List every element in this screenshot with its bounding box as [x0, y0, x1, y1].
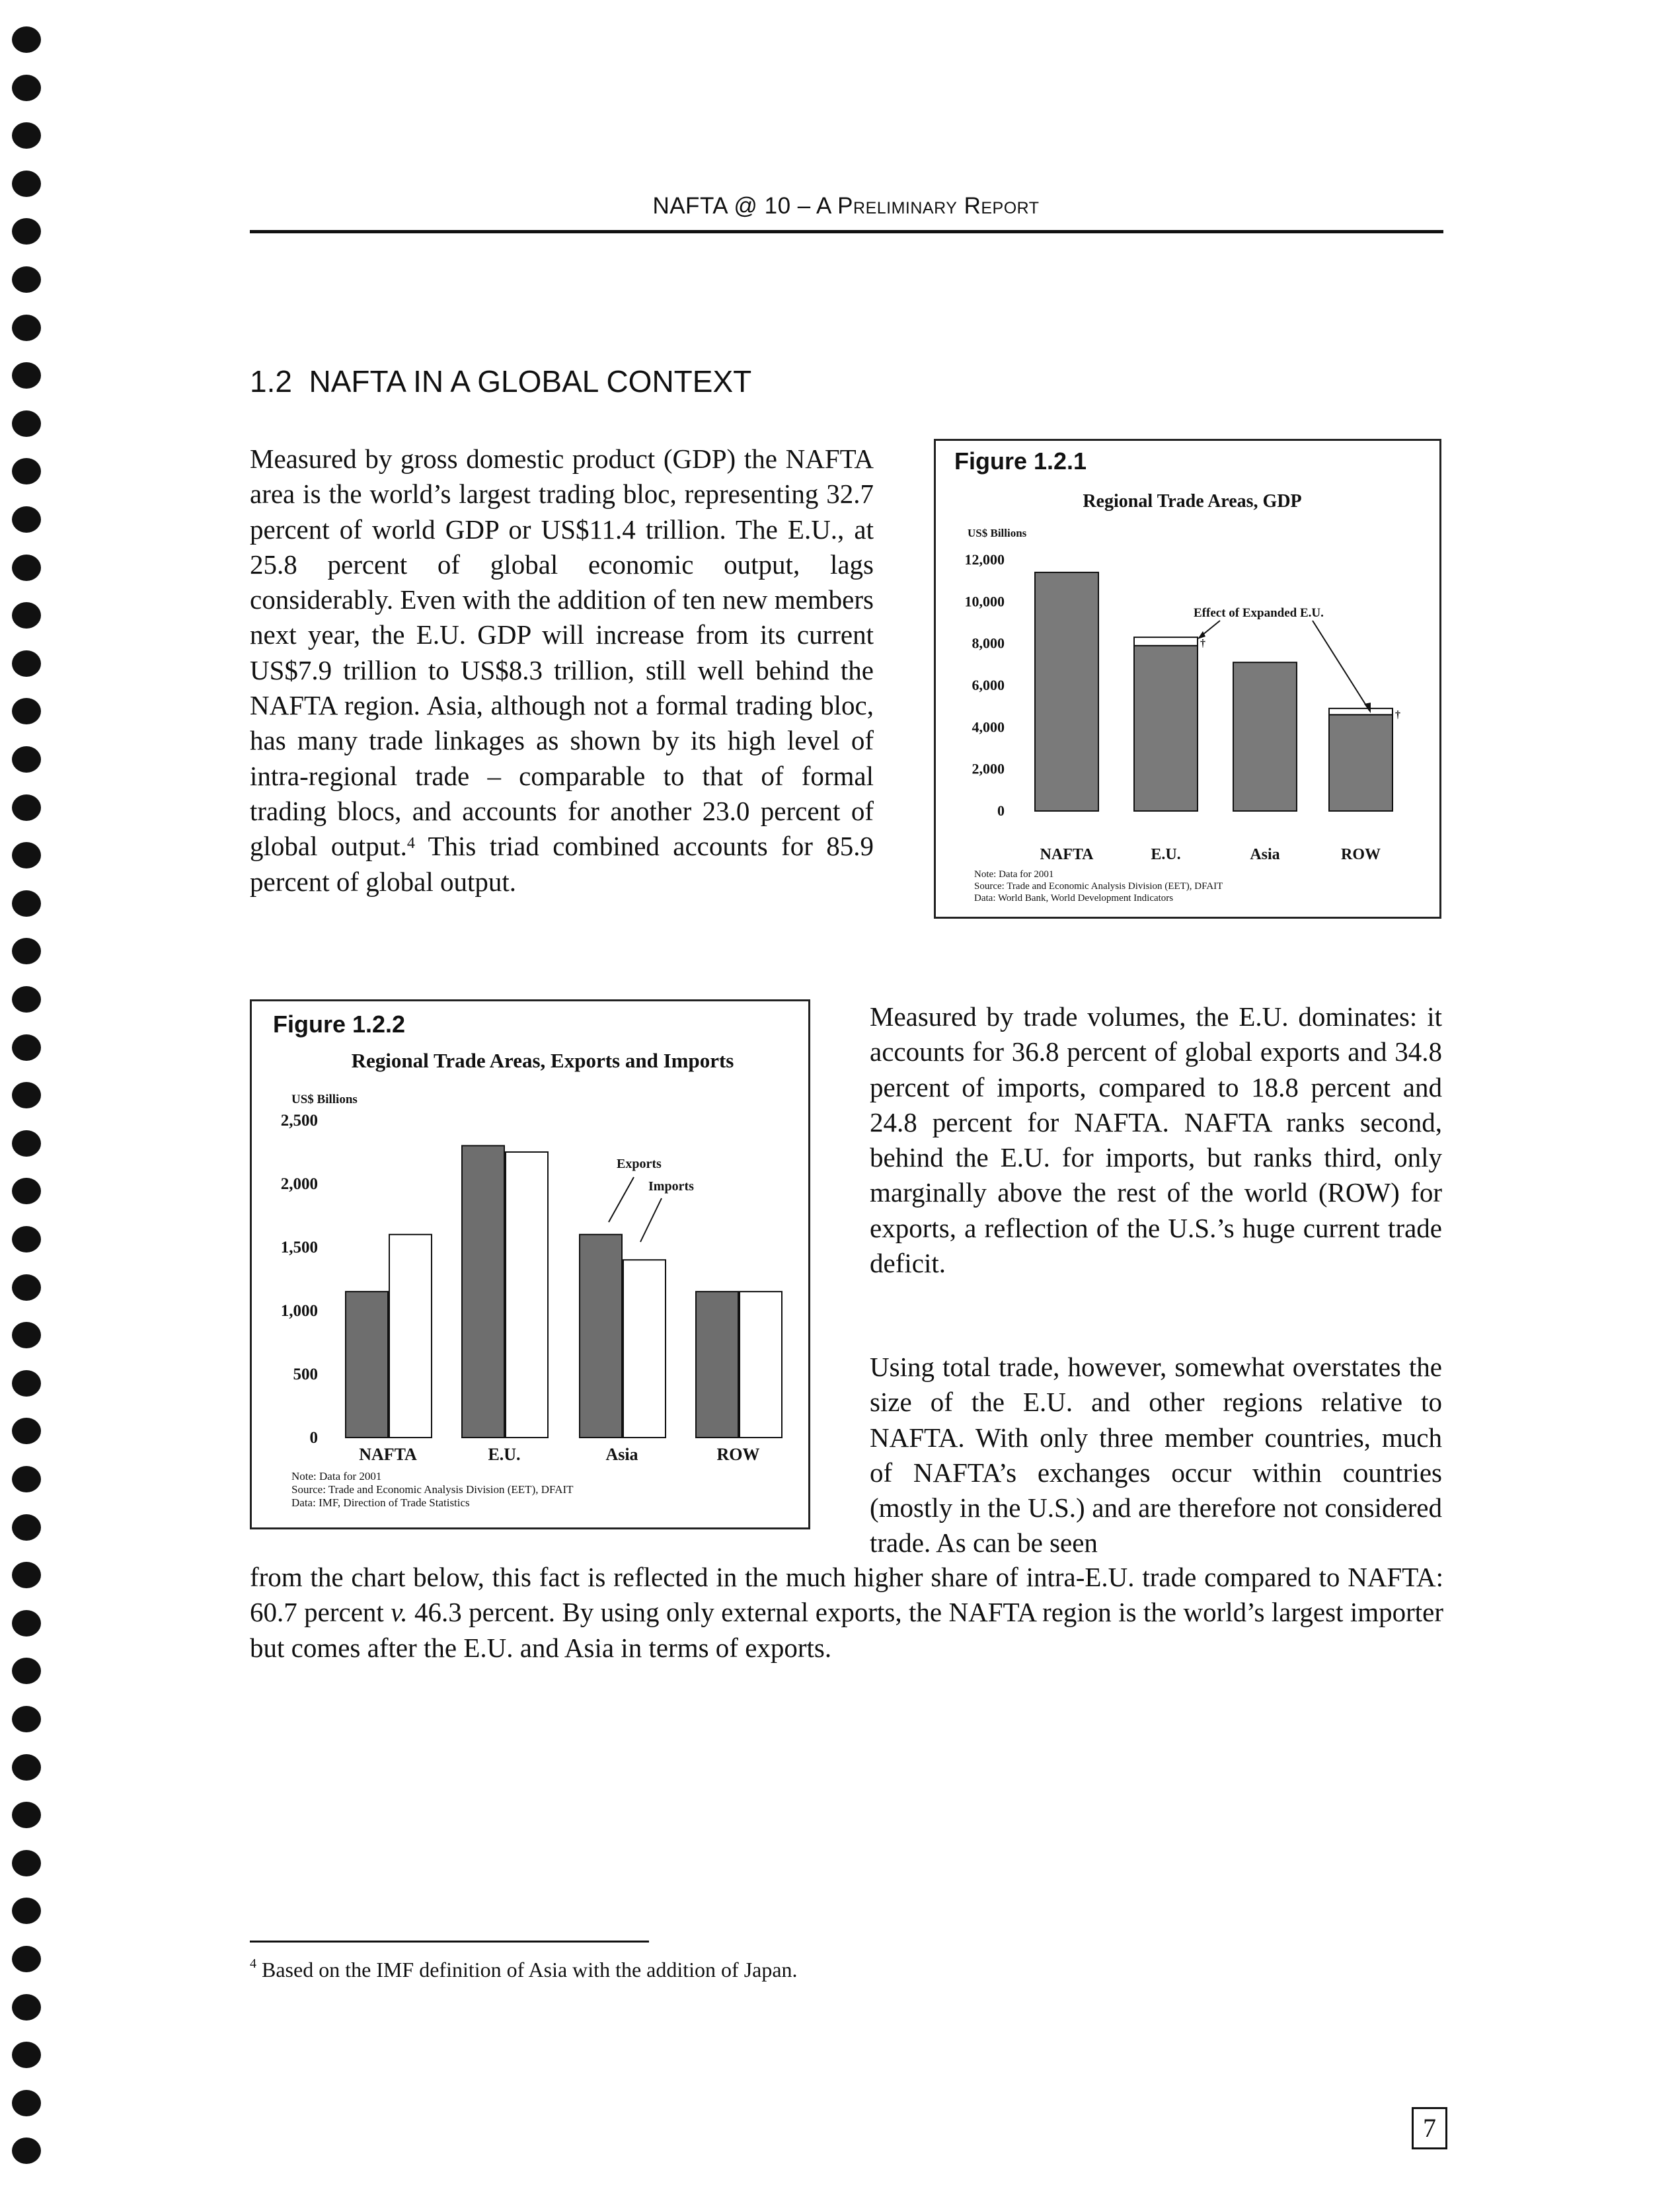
binding-hole: [12, 75, 41, 101]
footnote: [250, 1958, 798, 1982]
figure-label: Figure 1.2.2: [273, 1011, 406, 1038]
paragraph-total-trade: Using total trade, however, somewhat overstates the size of the E.U. and other regions relative to NAFTA. With only three member countries, much of NAFTA’s exchanges occur within countries (mostly in the U.S.) and are therefore not considered trade. As can be seen: [870, 1352, 1442, 1559]
y-tick-label: 0: [997, 802, 1005, 819]
chart-notes: [974, 869, 1223, 904]
binding-hole: [12, 1562, 41, 1588]
binding-hole: [12, 1226, 41, 1252]
binding-hole: [12, 26, 41, 53]
binding-hole: [12, 650, 41, 677]
binding-holes: [12, 26, 42, 2181]
annotation-arrow-row: [1313, 621, 1369, 711]
imports-bar: [506, 1152, 548, 1438]
gdp-bar: [1035, 572, 1098, 811]
x-tick-label: ROW: [716, 1445, 760, 1464]
imports-bar: [389, 1235, 432, 1438]
binding-hole: [12, 218, 41, 245]
binding-hole: [12, 602, 41, 629]
binding-hole: [12, 746, 41, 773]
figure-1-2-1: [934, 439, 1441, 919]
annotation-expanded-eu: Effect of Expanded E.U.: [1194, 606, 1324, 620]
binding-hole: [12, 842, 41, 868]
y-tick-label: 12,000: [964, 551, 1005, 568]
binding-hole: [12, 1754, 41, 1781]
binding-hole: [12, 1082, 41, 1108]
paragraph-trade-volumes: Measured by trade volumes, the E.U. dominates: it accounts for 36.8 percent of global exports and 34.8 percent of imports, compared to 18.8 percent and 24.8 percent for NAFTA. NAFTA ranks second, behind the E.U. for imports, but ranks third, only marginally above the rest of the world (ROW) for exports, a reflection of the U.S.’s huge current trade deficit.: [870, 1001, 1442, 1279]
binding-hole: [12, 1418, 41, 1444]
gdp-bar: [1134, 646, 1198, 811]
imports-bar: [740, 1291, 782, 1438]
binding-hole: [12, 890, 41, 917]
paragraph-gdp-text-b: This triad combined accounts for 85.9 percent of global output.: [250, 831, 874, 897]
binding-hole: [12, 1898, 41, 1924]
binding-hole: [12, 1514, 41, 1541]
y-tick-label: 4,000: [972, 718, 1005, 736]
binding-hole: [12, 2137, 41, 2164]
figure-1-2-2: [250, 999, 810, 1529]
binding-hole: [12, 2042, 41, 2068]
y-tick-label: 2,500: [280, 1112, 318, 1130]
exports-bar: [462, 1145, 504, 1438]
binding-hole: [12, 1802, 41, 1828]
y-tick-label: 1,000: [280, 1302, 318, 1320]
binding-hole: [12, 1178, 41, 1204]
legend-pointer-imports: [640, 1198, 662, 1242]
legend-imports: Imports: [648, 1179, 694, 1194]
running-head-main: NAFTA @ 10 – A: [652, 193, 838, 219]
binding-hole: [12, 1994, 41, 2021]
y-axis-ticks: [965, 551, 1005, 819]
binding-hole: [12, 1658, 41, 1684]
binding-hole: [12, 458, 41, 484]
y-tick-label: 8,000: [972, 635, 1005, 652]
expanded-eu-bar: [1134, 637, 1198, 646]
footnote-marker: 4: [250, 1956, 256, 1971]
binding-hole: [12, 2090, 41, 2116]
binding-hole: [12, 362, 41, 389]
y-tick-label: 6,000: [972, 677, 1005, 693]
legend-exports: Exports: [617, 1157, 662, 1171]
binding-hole: [12, 315, 41, 341]
expanded-eu-bar: [1329, 709, 1393, 715]
exports-bar: [696, 1291, 738, 1438]
chart-note: Note: Data for 2001: [974, 869, 1054, 880]
binding-hole: [12, 1370, 41, 1397]
header-rule: [250, 230, 1443, 233]
x-axis-labels: [1040, 846, 1381, 863]
footnote-ref[interactable]: 4: [406, 835, 415, 853]
binding-hole: [12, 938, 41, 964]
binding-hole: [12, 122, 41, 149]
gdp-bar: [1233, 662, 1297, 811]
chart-note: Note: Data for 2001: [291, 1470, 382, 1483]
legend-pointer-exports: [609, 1177, 634, 1222]
binding-hole: [12, 1274, 41, 1301]
x-tick-label: NAFTA: [359, 1445, 417, 1464]
binding-hole: [12, 986, 41, 1013]
gdp-bar: [1329, 714, 1393, 811]
y-axis-ticks: [281, 1112, 318, 1447]
binding-hole: [12, 698, 41, 724]
paragraph-intra-trade: [250, 1560, 1443, 1666]
trade-chart: [252, 1001, 808, 1527]
gdp-chart: [936, 441, 1439, 917]
y-axis-label: US$ Billions: [291, 1093, 358, 1106]
y-tick-label: 2,000: [972, 760, 1005, 777]
versus-abbrev: v.: [391, 1597, 408, 1628]
binding-hole: [12, 1946, 41, 1972]
binding-hole: [12, 410, 41, 437]
chart-note: Source: Trade and Economic Analysis Division (EET), DFAIT: [974, 881, 1223, 892]
bars: [346, 1145, 782, 1438]
chart-note: Data: World Bank, World Development Indicators: [974, 893, 1174, 904]
running-head-word-2: Report: [964, 193, 1040, 219]
y-axis-label: US$ Billions: [968, 527, 1027, 539]
y-tick-label: 500: [293, 1366, 318, 1383]
chart-title: Regional Trade Areas, GDP: [1083, 491, 1302, 512]
x-tick-label: E.U.: [488, 1445, 521, 1464]
exports-bar: [580, 1235, 622, 1438]
binding-hole: [12, 266, 41, 293]
running-head: [251, 193, 1441, 219]
x-tick-label: Asia: [1250, 846, 1280, 863]
binding-hole: [12, 1322, 41, 1348]
x-tick-label: E.U.: [1151, 846, 1181, 863]
chart-notes: [291, 1470, 574, 1509]
binding-hole: [12, 171, 41, 197]
y-tick-label: 2,000: [280, 1175, 318, 1193]
paragraph-intra-trade-text-b: 46.3 percent. By using only external exports, the NAFTA region is the world’s largest importer but comes after the E.U. and Asia in terms of exports.: [250, 1597, 1443, 1663]
binding-hole: [12, 1466, 41, 1492]
x-tick-label: NAFTA: [1040, 846, 1094, 863]
dagger-mark: †: [1395, 709, 1400, 720]
y-tick-label: 1,500: [280, 1239, 318, 1256]
y-tick-label: 10,000: [964, 593, 1005, 610]
figure-label: Figure 1.2.1: [954, 447, 1087, 475]
footnote-rule: [250, 1941, 649, 1943]
footnote-text: Based on the IMF definition of Asia with the addition of Japan.: [256, 1958, 798, 1982]
binding-hole: [12, 1850, 41, 1876]
running-head-word-1: Preliminary: [837, 193, 958, 219]
y-tick-label: 0: [309, 1429, 318, 1447]
x-axis-labels: [359, 1445, 759, 1464]
dagger-mark: †: [1200, 638, 1205, 650]
x-tick-label: Asia: [605, 1445, 638, 1464]
binding-hole: [12, 794, 41, 821]
paragraph-gdp-text-a: Measured by gross domestic product (GDP) the NAFTA area is the world’s largest trading bloc, representing 32.7 percent of world GDP or US$11.4 trillion. The E.U., at 25.8 percent of global economic output, lags considerably. Even with the addition of ten new members next year, the E.U. GDP will increase from its current US$7.9 trillion to US$8.3 trillion, still well behind the NAFTA region. Asia, although not a formal trading bloc, has many trade linkages as shown by its high level of intra-regional trade – comparable to that of formal trading blocs, and accounts for another 23.0 percent of global output.: [250, 443, 874, 862]
x-tick-label: ROW: [1341, 846, 1381, 863]
binding-hole: [12, 1130, 41, 1157]
page-number: 7: [1412, 2107, 1447, 2149]
imports-bar: [623, 1260, 666, 1438]
binding-hole: [12, 1034, 41, 1061]
exports-bar: [346, 1291, 388, 1438]
chart-note: Data: IMF, Direction of Trade Statistics: [291, 1496, 470, 1509]
paragraph-intra-trade-text-a: from the chart below, this fact is reflected in the much higher share of intra-E.U. trade compared to NAFTA: 60.7 percent: [250, 1562, 1443, 1628]
binding-hole: [12, 1610, 41, 1637]
paragraph-gdp: [250, 442, 874, 900]
binding-hole: [12, 506, 41, 533]
binding-hole: [12, 555, 41, 581]
chart-title: Regional Trade Areas, Exports and Imports: [351, 1049, 734, 1072]
section-title: 1.2 NAFTA IN A GLOBAL CONTEXT: [250, 364, 752, 399]
binding-hole: [12, 1706, 41, 1732]
chart-note: Source: Trade and Economic Analysis Division (EET), DFAIT: [291, 1483, 574, 1496]
